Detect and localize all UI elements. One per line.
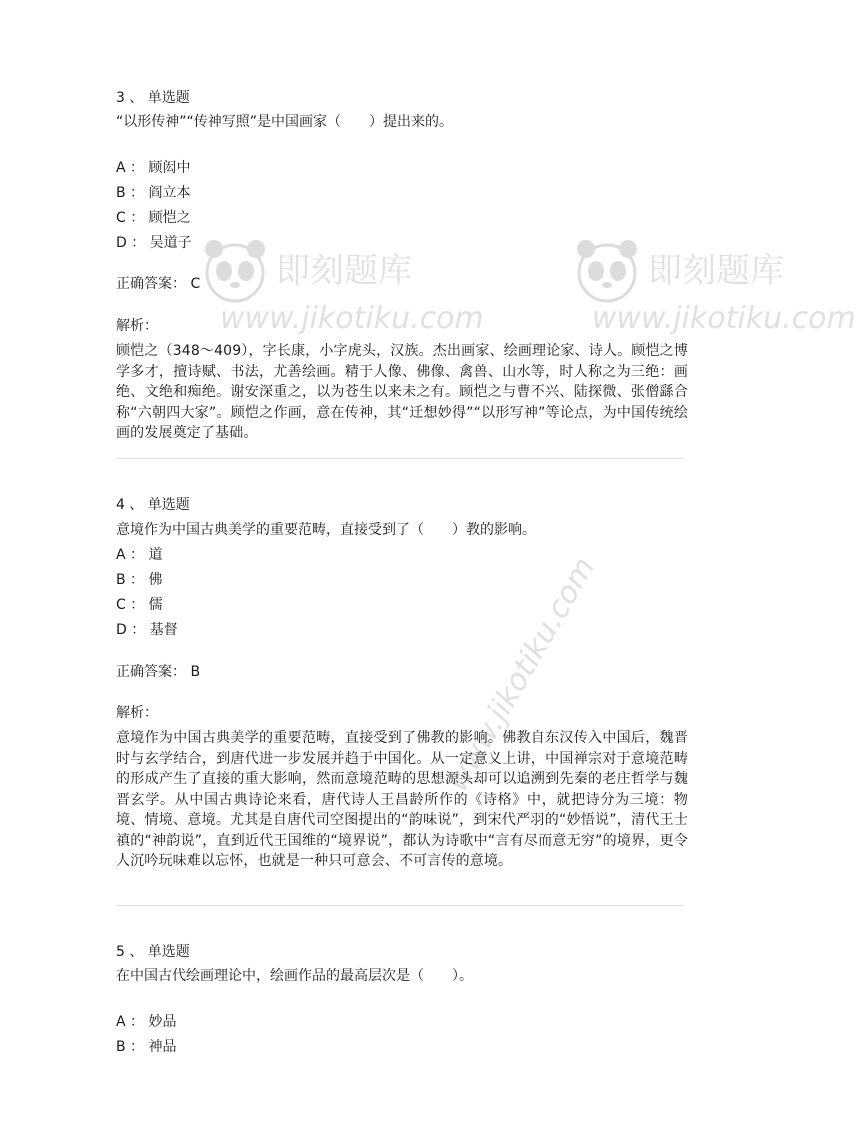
question-stem: 在中国古代绘画理论中，绘画作品的最高层次是（ ）。 [116, 968, 473, 984]
option-c: C ： 顾恺之 [116, 210, 191, 226]
answer: 正确答案： B [116, 664, 201, 680]
watermark-2 [572, 235, 856, 355]
option-a: A ： 顾闳中 [116, 160, 191, 176]
question-stem: “以形传神”“传神写照”是中国画家（ ）提出来的。 [116, 114, 454, 130]
question-header: 4 、 单选题 [116, 497, 190, 513]
question-header: 5 、 单选题 [116, 944, 190, 960]
watermark-url: www.jikotiku.com [220, 301, 484, 336]
divider [116, 905, 684, 906]
option-d: D ： 基督 [116, 622, 178, 638]
option-c: C ： 儒 [116, 597, 163, 613]
analysis-text: 顾恺之（348～409），字长康，小字虎头，汉族。杰出画家、绘画理论家、诗人。顾恺之博学多才，擅诗赋、书法，尤善绘画。精于人像、佛像、禽兽、山水等，时人称之为三绝：画绝、文绝和痴绝。谢安深重之，以为苍生以来未之有。顾恺之与曹不兴、陆探微、张僧繇合称“六朝四大家”。顾恺之作画，意在传神，其“迁想妙得”“以形写神”等论点，为中国传统绘画的发展奠定了基础。 [116, 343, 688, 441]
option-b: B ： 阎立本 [116, 185, 191, 201]
option-a: A ： 道 [116, 547, 163, 563]
watermark-brand: 即刻题库 [276, 251, 412, 291]
analysis-label: 解析： [116, 318, 158, 334]
option-d: D ： 吴道子 [116, 235, 192, 251]
watermark-1 [200, 235, 500, 355]
analysis-text: 意境作为中国古典美学的重要范畴，直接受到了佛教的影响。佛教自东汉传入中国后，魏晋时与玄学结合，到唐代进一步发展并趋于中国化。从一定意义上讲，中国禅宗对于意境范畴的形成产生了直接的重大影响，然而意境范畴的思想源头却可以追溯到先秦的老庄哲学与魏晋玄学。从中国古典诗论来看，唐代诗人王昌龄所作的《诗格》中，就把诗分为三境：物境、情境、意境。尤其是自唐代司空图提出的“韵味说”，到宋代严羽的“妙悟说”，清代王士禛的“神韵说”，直到近代王国维的“境界说”，都认为诗歌中“言有尽而意无穷”的境界，更令人沉吟玩味难以忘怀，也就是一种只可意会、不可言传的意境。 [116, 730, 688, 869]
panda-logo-icon [200, 235, 270, 305]
option-b: B ： 神品 [116, 1039, 177, 1055]
option-a: A ： 妙品 [116, 1014, 177, 1030]
answer: 正确答案： C [116, 276, 201, 292]
watermark-url: www.jikotiku.com [592, 301, 856, 336]
panda-logo-icon [572, 235, 642, 305]
question-header: 3 、 单选题 [116, 90, 190, 106]
watermark-brand: 即刻题库 [648, 251, 784, 291]
question-stem: 意境作为中国古典美学的重要范畴，直接受到了（ ）教的影响。 [116, 522, 536, 538]
watermark-url: www.jikotiku.com [440, 551, 603, 798]
analysis-label: 解析： [116, 705, 158, 721]
option-b: B ： 佛 [116, 572, 163, 588]
divider [116, 458, 684, 459]
